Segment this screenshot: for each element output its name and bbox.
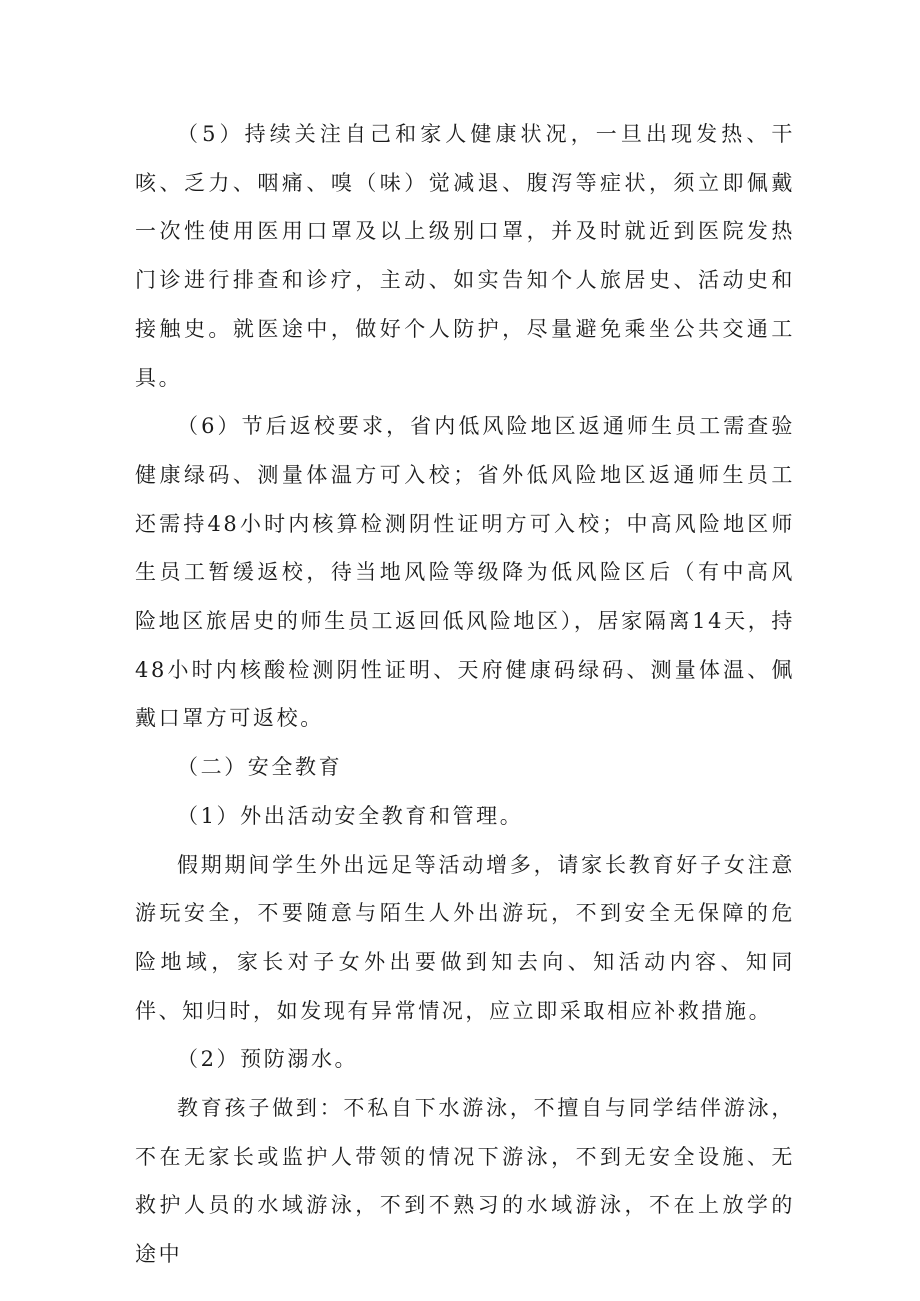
document-body <box>135 110 795 1279</box>
subheading-drowning-prevention: （2）预防溺水。 <box>177 1047 359 1072</box>
paragraph-return-requirements: （6）节后返校要求，省内低风险地区返通师生员工需查验健康绿码、测量体温方可入校；省外低风险地区返通师生员工还需持48小时内核算检测阴性证明方可入校；中高风险地区师生员工暂缓返校，待当地风险等级降为低风险区后（有中高风险地区旅居史的师生员工返回低风险地区），居家隔离14天，持48小时内核酸检测阴性证明、天府健康码绿码、测量体温、佩戴口罩方可返校。 <box>135 414 795 731</box>
subheading-outdoor-activity: （1）外出活动安全教育和管理。 <box>177 803 524 828</box>
paragraph-outdoor-activity: 假期期间学生外出远足等活动增多，请家长教育好子女注意游玩安全，不要随意与陌生人外出游玩，不到安全无保障的危险地域，家长对子女外出要做到知去向、知活动内容、知同伴、知归时，如发现有异常情况，应立即采取相应补救措施。 <box>135 852 795 1023</box>
paragraph-drowning-prevention: 教育孩子做到：不私自下水游泳，不擅自与同学结伴游泳，不在无家长或监护人带领的情况下游泳，不到无安全设施、无救护人员的水域游泳，不到不熟习的水域游泳，不在上放学的途中 <box>135 1096 795 1267</box>
paragraph-symptom-monitoring: （5）持续关注自己和家人健康状况，一旦出现发热、干咳、乏力、咽痛、嗅（味）觉减退、腹泻等症状，须立即佩戴一次性使用医用口罩及以上级别口罩，并及时就近到医院发热门诊进行排查和诊疗，主动、如实告知个人旅居史、活动史和接触史。就医途中，做好个人防护，尽量避免乘坐公共交通工具。 <box>135 122 795 390</box>
section-heading-safety-education: （二）安全教育 <box>177 755 343 780</box>
